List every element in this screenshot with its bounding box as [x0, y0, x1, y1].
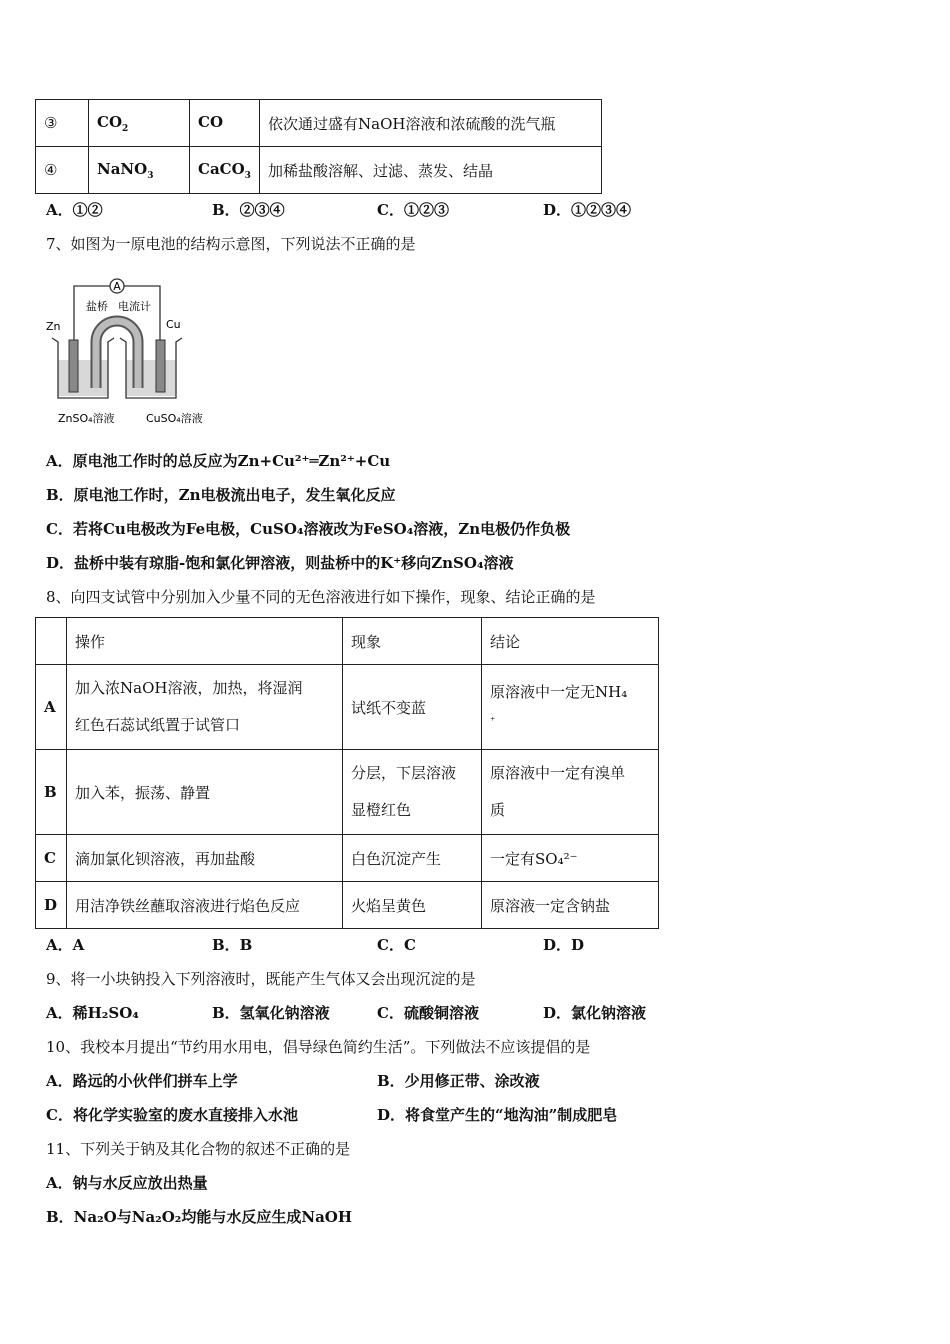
table-row — [36, 882, 659, 929]
impurity: CO — [190, 100, 260, 147]
q6-option-b[interactable]: B．②③④ — [212, 201, 285, 219]
row-label: B — [36, 750, 67, 835]
q10-stem: 10、我校本月提出“节约用水用电，倡导绿色简约生活”。下列做法不应该提倡的是 — [46, 1038, 591, 1056]
header-conclusion: 结论 — [482, 618, 659, 665]
phenomenon-cell: 火焰呈黄色 — [343, 882, 482, 929]
row-label: D — [36, 882, 67, 929]
table-row — [36, 835, 659, 882]
q8-option-a[interactable]: A．A — [46, 936, 85, 954]
meter-label: 电流计 — [118, 300, 151, 313]
method: 加稀盐酸溶解、过滤、蒸发、结晶 — [260, 147, 602, 194]
q7-option-c[interactable]: C．若将Cu电极改为Fe电极，CuSO₄溶液改为FeSO₄溶液，Zn电极仍作负极 — [46, 520, 571, 538]
header-phenomenon: 现象 — [343, 618, 482, 665]
row-number: ④ — [36, 147, 89, 194]
phenomenon-cell: 试纸不变蓝 — [343, 665, 482, 750]
q11-stem: 11、下列关于钠及其化合物的叙述不正确的是 — [46, 1140, 351, 1158]
row-label: A — [36, 665, 67, 750]
operation-cell: 滴加氯化钡溶液，再加盐酸 — [67, 835, 343, 882]
q11-option-a[interactable]: A．钠与水反应放出热量 — [46, 1174, 208, 1192]
header-operation: 操作 — [67, 618, 343, 665]
substance: $CO_2$ — [89, 100, 190, 147]
table-row — [36, 665, 659, 750]
table-row — [36, 147, 602, 194]
q7-stem: 7、如图为一原电池的结构示意图，下列说法不正确的是 — [46, 235, 416, 253]
q7-option-a[interactable]: A．原电池工作时的总反应为Zn+Cu²⁺═Zn²⁺+Cu — [46, 452, 391, 470]
zn-electrode-label: Zn — [46, 320, 61, 333]
cu-electrode-label: Cu — [166, 318, 181, 331]
q8-option-d[interactable]: D．D — [543, 936, 585, 954]
q7-option-b[interactable]: B．原电池工作时，Zn电极流出电子，发生氧化反应 — [46, 486, 396, 504]
operation-cell: 加入浓NaOH溶液，加热，将湿润 红色石蕊试纸置于试管口 — [67, 665, 343, 750]
header-blank — [36, 618, 67, 665]
phenomenon-cell: 分层，下层溶液 显橙红色 — [343, 750, 482, 835]
q10-option-d[interactable]: D．将食堂产生的“地沟油”制成肥皂 — [377, 1106, 618, 1124]
q8-stem: 8、向四支试管中分别加入少量不同的无色溶液进行如下操作，现象、结论正确的是 — [46, 588, 596, 606]
q9-option-b[interactable]: B．氢氧化钠溶液 — [212, 1004, 330, 1022]
q7-option-d[interactable]: D．盐桥中装有琼脂-饱和氯化钾溶液，则盐桥中的K⁺移向ZnSO₄溶液 — [46, 554, 514, 572]
q11-option-b[interactable]: B．Na₂O与Na₂O₂均能与水反应生成NaOH — [46, 1208, 353, 1226]
conclusion-cell: 原溶液中一定有溴单 质 — [482, 750, 659, 835]
q8-option-c[interactable]: C．C — [377, 936, 416, 954]
conclusion-cell: 原溶液中一定无NH₄ ⁺ — [482, 665, 659, 750]
impurity: CaCO$_3$ — [190, 147, 260, 194]
znso4-solution-label: ZnSO₄溶液 — [58, 412, 115, 425]
q6-option-a[interactable]: A．①② — [46, 201, 103, 219]
q10-option-a[interactable]: A．路远的小伙伴们拼车上学 — [46, 1072, 238, 1090]
ammeter-label: A — [113, 280, 121, 293]
conclusion-cell: 原溶液一定含钠盐 — [482, 882, 659, 929]
salt-bridge-label: 盐桥 — [86, 300, 108, 313]
phenomenon-cell: 白色沉淀产生 — [343, 835, 482, 882]
method: 依次通过盛有NaOH溶液和浓硫酸的洗气瓶 — [260, 100, 602, 147]
row-label: C — [36, 835, 67, 882]
table-row — [36, 750, 659, 835]
separation-table — [35, 99, 602, 194]
substance: NaNO$_3$ — [89, 147, 190, 194]
experiment-table — [35, 617, 659, 929]
q10-option-c[interactable]: C．将化学实验室的废水直接排入水池 — [46, 1106, 298, 1124]
cuso4-solution-label: CuSO₄溶液 — [146, 412, 203, 425]
table-row — [36, 100, 602, 147]
q8-option-b[interactable]: B．B — [212, 936, 253, 954]
table-header-row — [36, 618, 659, 665]
q10-option-b[interactable]: B．少用修正带、涂改液 — [377, 1072, 540, 1090]
q6-option-d[interactable]: D．①②③④ — [543, 201, 632, 219]
q9-stem: 9、将一小块钠投入下列溶液时，既能产生气体又会出现沉淀的是 — [46, 970, 476, 988]
row-number: ③ — [36, 100, 89, 147]
q9-option-d[interactable]: D．氯化钠溶液 — [543, 1004, 647, 1022]
operation-cell: 用洁净铁丝蘸取溶液进行焰色反应 — [67, 882, 343, 929]
q9-option-a[interactable]: A．稀H₂SO₄ — [46, 1004, 139, 1022]
q9-option-c[interactable]: C．硫酸铜溶液 — [377, 1004, 479, 1022]
conclusion-cell: 一定有SO₄²⁻ — [482, 835, 659, 882]
q6-option-c[interactable]: C．①②③ — [377, 201, 449, 219]
galvanic-cell-diagram — [44, 272, 214, 432]
operation-cell: 加入苯，振荡、静置 — [67, 750, 343, 835]
